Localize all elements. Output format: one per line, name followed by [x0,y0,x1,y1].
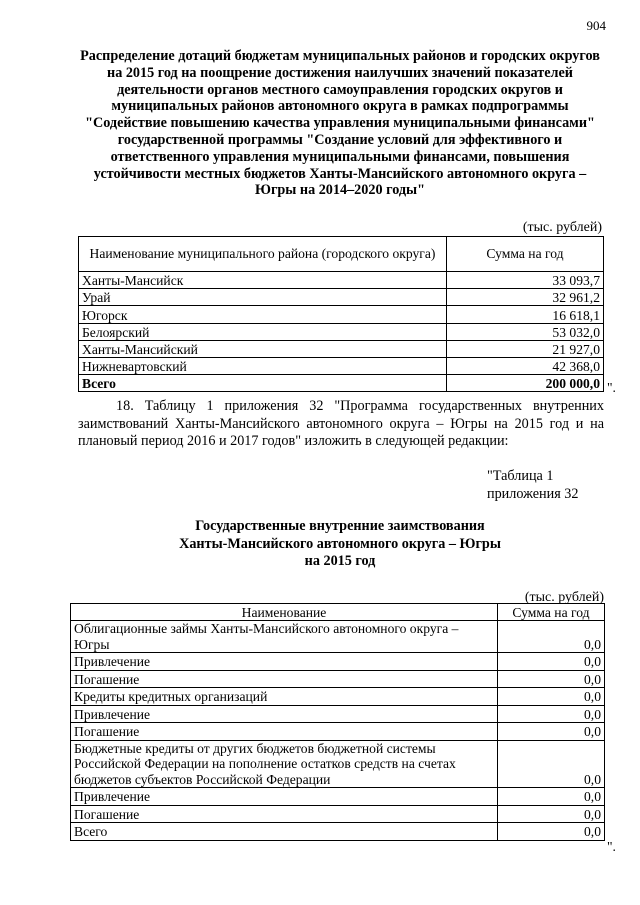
total-row [79,375,604,392]
district-sum: 53 032,0 [447,323,604,340]
item-sum: 0,0 [498,688,605,706]
item-sum: 0,0 [498,705,605,723]
district-sum: 42 368,0 [447,357,604,374]
item-sum: 0,0 [498,621,605,653]
table-row [79,323,604,340]
table-header-row [71,604,605,621]
borrowings-table [70,603,605,841]
item-name: Погашение [71,805,498,823]
table-row [79,272,604,289]
table-row [71,705,605,723]
unit-label-2: (тыс. рублей) [524,590,604,605]
closing-quote-2: ". [607,839,616,854]
item-sum: 0,0 [498,723,605,741]
table-row [71,805,605,823]
title-line: Ханты-Мансийского автономного округа – Югры [179,535,501,552]
table-row [79,340,604,357]
district-name: Нижневартовский [79,357,447,374]
amendment-paragraph [78,398,604,451]
item-name: Погашение [71,670,498,688]
header-district-name: Наименование муниципального района (городского округа) [79,237,447,272]
item-sum: 0,0 [498,788,605,806]
header-name: Наименование [71,604,498,621]
table-row [79,357,604,374]
table-row [71,688,605,706]
district-name: Ханты-Мансийск [79,272,447,289]
closing-quote-1: ". [607,380,616,395]
district-sum: 32 961,2 [447,289,604,306]
subsidy-distribution-table [78,236,604,392]
item-name: Кредиты кредитных организаций [71,688,498,706]
item-sum: 0,0 [498,740,605,788]
district-name: Белоярский [79,323,447,340]
table-row [79,306,604,323]
table-caption-line: приложения 32 [487,485,579,502]
unit-label-1: (тыс. рублей) [522,220,602,235]
item-sum: 0,0 [498,653,605,671]
item-name: Всего [71,823,498,841]
table-caption-line: "Таблица 1 [487,468,554,484]
header-annual-sum: Сумма на год [498,604,605,621]
title-line: на 2015 год [304,553,376,569]
header-annual-sum: Сумма на год [447,237,604,272]
title-line: Государственные внутренние заимствования [195,518,485,534]
borrowing-title [120,518,560,571]
table-row [71,788,605,806]
table-row [79,289,604,306]
table-row [71,740,605,788]
district-name: Урай [79,289,447,306]
district-sum: 21 927,0 [447,340,604,357]
table-row [71,723,605,741]
item-name: Привлечение [71,653,498,671]
item-name: Привлечение [71,788,498,806]
total-row [71,823,605,841]
item-name: Бюджетные кредиты от других бюджетов бюджетной системы Российской Федерации на пополнение остатков средств на счетах бюджетов субъектов Российской Федерации [71,740,498,788]
table-row [71,621,605,653]
district-name: Ханты-Мансийский [79,340,447,357]
district-sum: 33 093,7 [447,272,604,289]
paragraph-text: 18. Таблицу 1 приложения 32 "Программа государственных внутренних заимствований Ханты-Мансийского автономного округа – Югры на 2015 год и на плановый период 2016 и 2017 годов" изложить в следующей редакции: [78,398,604,450]
district-sum: 16 618,1 [447,306,604,323]
total-label: Всего [79,375,447,392]
item-name: Привлечение [71,705,498,723]
district-name: Югорск [79,306,447,323]
item-sum: 0,0 [498,805,605,823]
item-sum: 0,0 [498,823,605,841]
item-name: Погашение [71,723,498,741]
table-row [71,670,605,688]
item-name: Облигационные займы Ханты-Мансийского автономного округа – Югры [71,621,498,653]
page-number: 904 [586,18,606,33]
table-caption [487,468,578,503]
table-row [71,653,605,671]
total-sum: 200 000,0 [447,375,604,392]
table-header-row [79,237,604,272]
distribution-title: Распределение дотаций бюджетам муниципальных районов и городских округов на 2015 год на поощрение достижения наилучших значений показателей деятельности органов местного самоуправления городских округов и муниципальных районов автономного округа в рамках подпрограммы "Содействие повышению качества управления муниципальными финансами" государственной программы "Создание условий для эффективного и ответственного управления муниципальными финансами, повышения устойчивости местных бюджетов Ханты-Мансийского автономного округа – Югры на 2014–2020 годы" [80,48,600,199]
item-sum: 0,0 [498,670,605,688]
